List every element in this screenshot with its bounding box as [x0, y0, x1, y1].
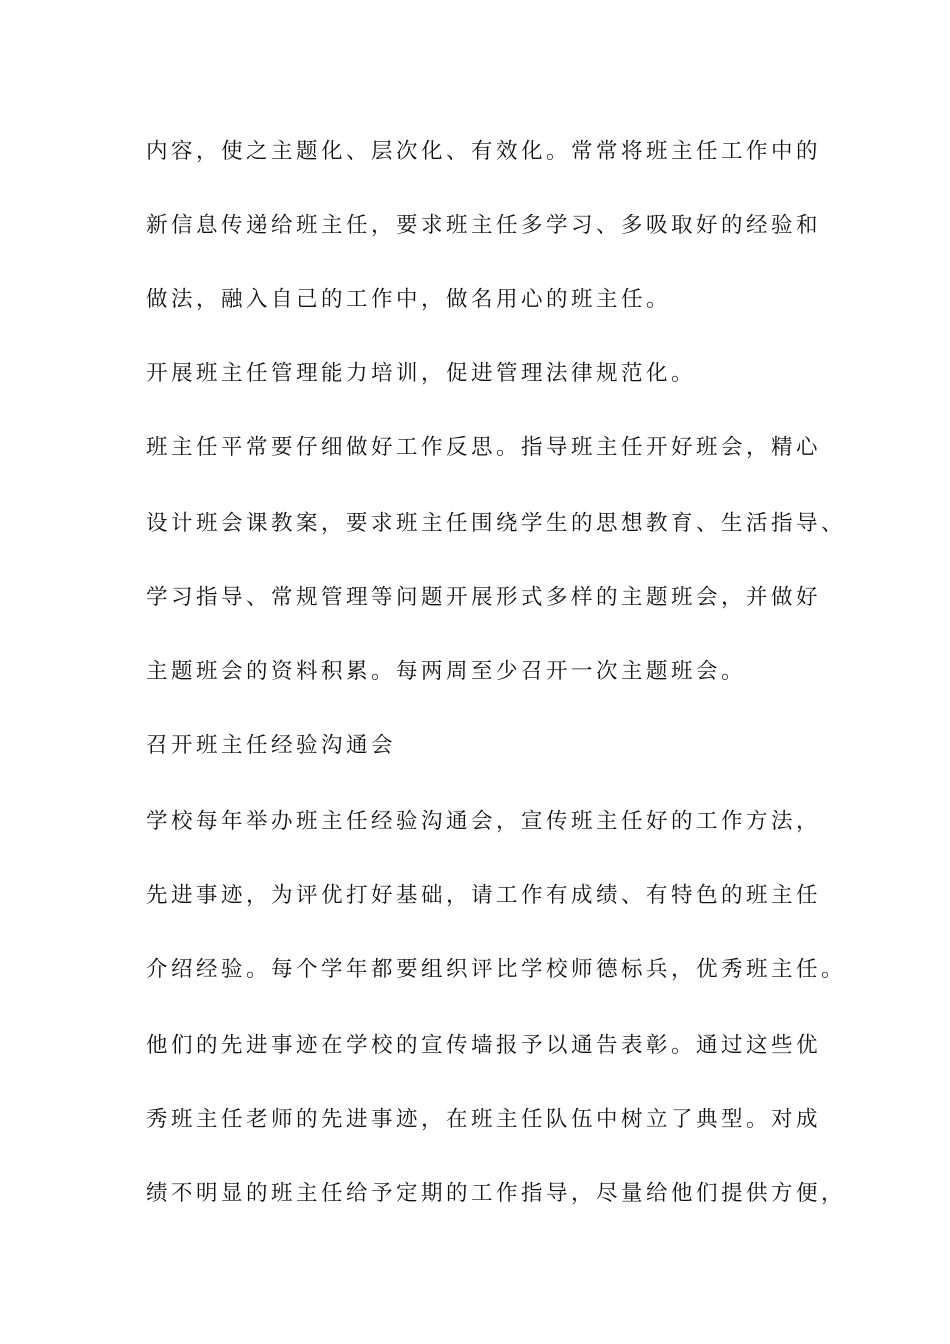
text-line: 内容，使之主题化、层次化、有效化。常常将班主任工作中的 [146, 139, 822, 164]
text-line: 他们的先进事迹在学校的宣传墙报予以通告表彰。通过这些优 [146, 1033, 822, 1058]
text-line: 主题班会的资料积累。每两周至少召开一次主题班会。 [146, 659, 747, 684]
section-heading: 召开班主任经验沟通会 [146, 733, 397, 758]
text-line: 设计班会课教案，要求班主任围绕学生的思想教育、生活指导、 [146, 511, 847, 536]
text-line: 介绍经验。每个学年都要组织评比学校师德标兵，优秀班主任。 [146, 957, 847, 982]
text-line: 秀班主任老师的先进事迹，在班主任队伍中树立了典型。对成 [146, 1107, 822, 1132]
text-line: 做法，融入自己的工作中，做名用心的班主任。 [146, 287, 672, 312]
text-line: 学校每年举办班主任经验沟通会，宣传班主任好的工作方法， [146, 809, 822, 834]
text-line: 先进事迹，为评优打好基础，请工作有成绩、有特色的班主任 [146, 883, 822, 908]
text-line: 新信息传递给班主任，要求班主任多学习、多吸取好的经验和 [146, 213, 822, 238]
section-heading: 开展班主任管理能力培训，促进管理法律规范化。 [146, 361, 697, 386]
text-line: 绩不明显的班主任给予定期的工作指导，尽量给他们提供方便， [146, 1181, 847, 1206]
text-line: 学习指导、常规管理等问题开展形式多样的主题班会，并做好 [146, 585, 822, 610]
text-line: 班主任平常要仔细做好工作反思。指导班主任开好班会，精心 [146, 435, 822, 460]
